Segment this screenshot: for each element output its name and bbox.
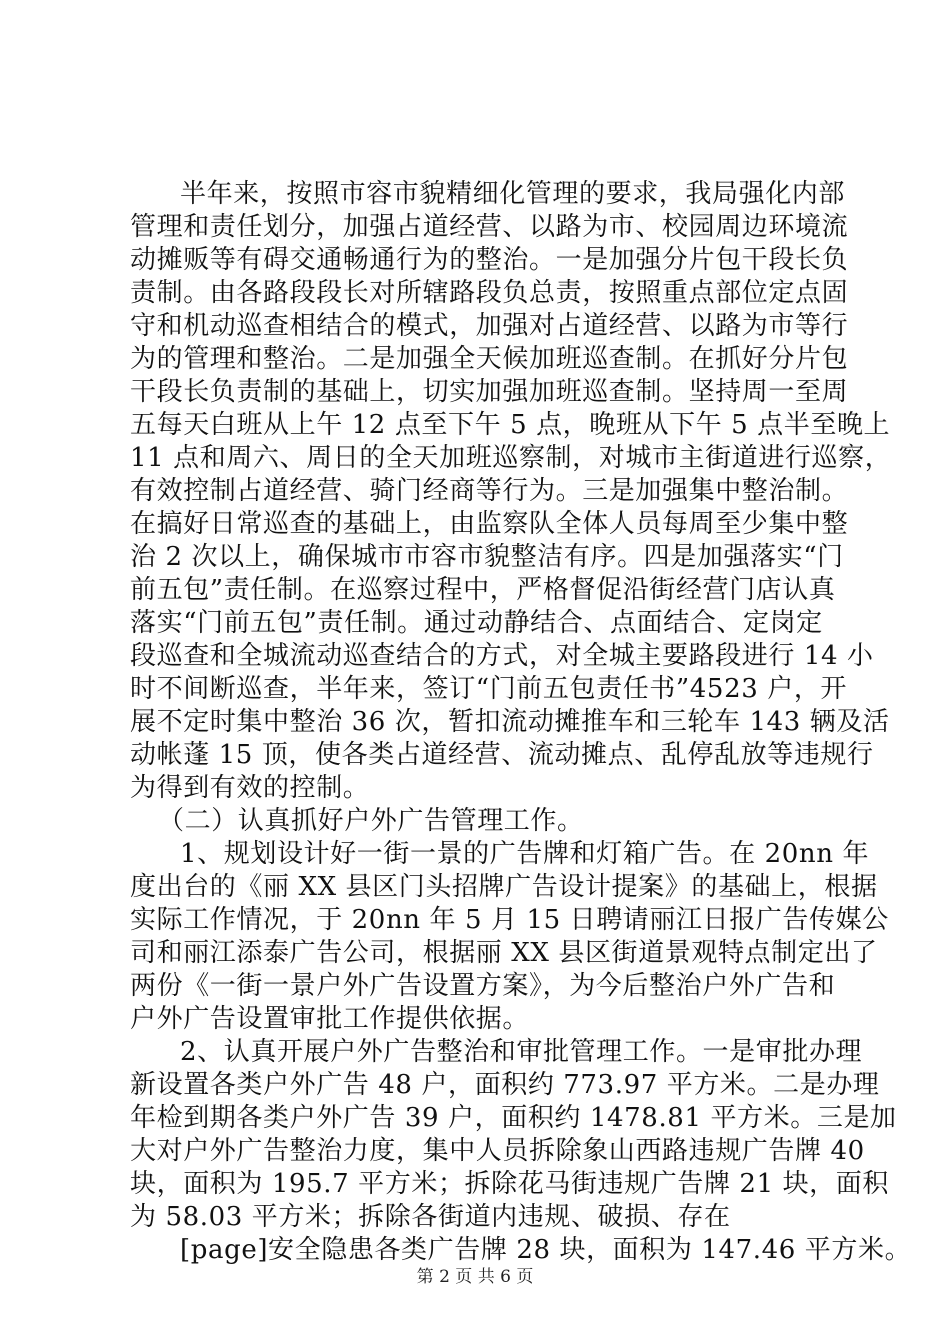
paragraph-line: 守和机动巡查相结合的模式，加强对占道经营、以路为市等行 — [130, 311, 849, 341]
section-heading: （二）认真抓好户外广告管理工作。 — [158, 806, 584, 836]
page-number-footer: 第 2 页 共 6 页 — [416, 1267, 534, 1287]
paragraph-line: 动帐蓬 15 顶，使各类占道经营、流动摊点、乱停乱放等违规行 — [130, 740, 874, 770]
paragraph-line: 2、认真开展户外广告整治和审批管理工作。一是审批办理 — [180, 1037, 863, 1067]
paragraph-line: 1、规划设计好一街一景的广告牌和灯箱广告。在 20nn 年 — [180, 839, 870, 869]
paragraph-line: 度出台的《丽 XX 县区门头招牌广告设计提案》的基础上，根据 — [130, 872, 878, 902]
paragraph-line: 为的管理和整治。二是加强全天候加班巡查制。在抓好分片包 — [130, 344, 849, 374]
paragraph-line: 新设置各类户外广告 48 户，面积约 773.97 平方米。二是办理 — [130, 1070, 880, 1100]
paragraph-line: 户外广告设置审批工作提供依据。 — [130, 1004, 530, 1034]
paragraph-line: 治 2 次以上，确保城市市容市貌整洁有序。四是加强落实“门 — [130, 542, 844, 572]
paragraph-line: 落实“门前五包”责任制。通过动静结合、点面结合、定岗定 — [130, 608, 823, 638]
paragraph-line: 时不间断巡查，半年来，签订“门前五包责任书”4523 户，开 — [130, 674, 848, 704]
paragraph-line: [page]安全隐患各类广告牌 28 块，面积为 147.46 平方米。 — [180, 1235, 912, 1265]
paragraph-line: 块，面积为 195.7 平方米；拆除花马街违规广告牌 21 块，面积 — [130, 1169, 889, 1199]
paragraph-line: 段巡查和全城流动巡查结合的方式，对全城主要路段进行 14 小 — [130, 641, 874, 671]
paragraph-line: 半年来，按照市容市貌精细化管理的要求，我局强化内部 — [180, 179, 846, 209]
paragraph-line: 为 58.03 平方米；拆除各街道内违规、破损、存在 — [130, 1202, 731, 1232]
paragraph-line: 11 点和周六、周日的全天加班巡察制，对城市主街道进行巡察， — [130, 443, 892, 473]
paragraph-line: 为得到有效的控制。 — [130, 773, 370, 803]
paragraph-line: 五每天白班从上午 12 点至下午 5 点，晚班从下午 5 点半至晚上 — [130, 410, 891, 440]
paragraph-line: 管理和责任划分，加强占道经营、以路为市、校园周边环境流 — [130, 212, 849, 242]
paragraph-line: 动摊贩等有碍交通畅通行为的整治。一是加强分片包干段长负 — [130, 245, 849, 275]
paragraph-line: 实际工作情况，于 20nn 年 5 月 15 日聘请丽江日报广告传媒公 — [130, 905, 889, 935]
paragraph-line: 年检到期各类户外广告 39 户，面积约 1478.81 平方米。三是加 — [130, 1103, 897, 1133]
paragraph-line: 大对户外广告整治力度，集中人员拆除象山西路违规广告牌 40 — [130, 1136, 865, 1166]
paragraph-line: 展不定时集中整治 36 次，暂扣流动摊推车和三轮车 143 辆及活 — [130, 707, 890, 737]
paragraph-line: 两份《一街一景户外广告设置方案》，为今后整治户外广告和 — [130, 971, 836, 1001]
paragraph-line: 在搞好日常巡查的基础上，由监察队全体人员每周至少集中整 — [130, 509, 849, 539]
paragraph-line: 有效控制占道经营、骑门经商等行为。三是加强集中整治制。 — [130, 476, 849, 506]
paragraph-line: 干段长负责制的基础上，切实加强加班巡查制。坚持周一至周 — [130, 377, 849, 407]
paragraph-line: 责制。由各路段段长对所辖路段负总责，按照重点部位定点固 — [130, 278, 849, 308]
paragraph-line: 司和丽江添泰广告公司，根据丽 XX 县区街道景观特点制定出了 — [130, 938, 878, 968]
paragraph-line: 前五包”责任制。在巡察过程中，严格督促沿街经营门店认真 — [130, 575, 836, 605]
